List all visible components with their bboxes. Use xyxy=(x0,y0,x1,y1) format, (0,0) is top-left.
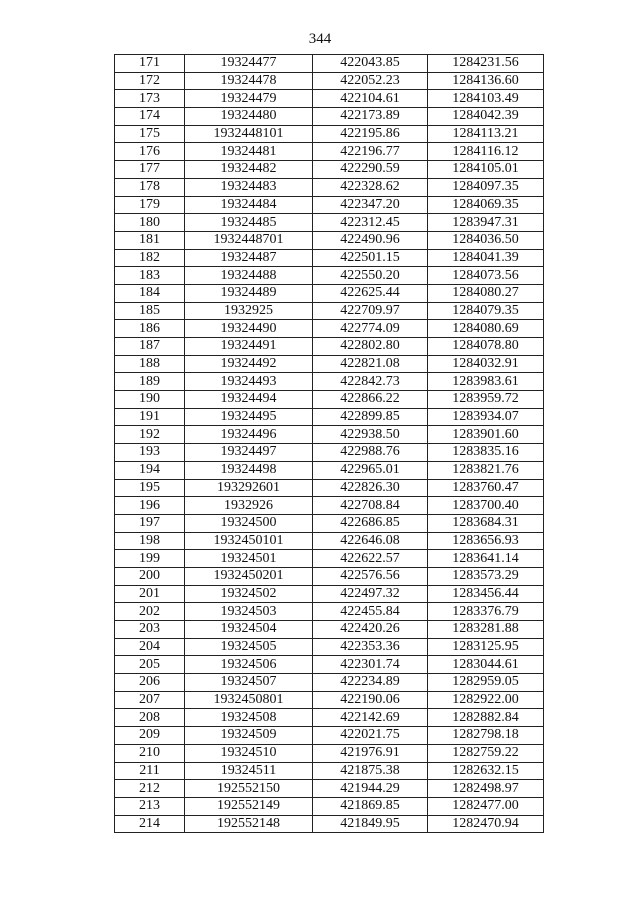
y-coordinate-cell: 1283684.31 xyxy=(428,514,544,532)
table-row xyxy=(115,709,544,727)
y-coordinate-cell: 1284073.56 xyxy=(428,267,544,285)
row-number-cell: 203 xyxy=(115,621,185,639)
point-id-cell: 19324485 xyxy=(185,214,313,232)
table-row xyxy=(115,338,544,356)
y-coordinate-cell: 1283901.60 xyxy=(428,426,544,444)
row-number-cell: 178 xyxy=(115,178,185,196)
y-coordinate-cell: 1283983.61 xyxy=(428,373,544,391)
table-row xyxy=(115,125,544,143)
y-coordinate-cell: 1284231.56 xyxy=(428,55,544,73)
row-number-cell: 206 xyxy=(115,674,185,692)
row-number-cell: 207 xyxy=(115,691,185,709)
table-row xyxy=(115,302,544,320)
table-row xyxy=(115,214,544,232)
x-coordinate-cell: 422625.44 xyxy=(313,284,428,302)
point-id-cell: 19324493 xyxy=(185,373,313,391)
table-row xyxy=(115,90,544,108)
table-row xyxy=(115,674,544,692)
table-row xyxy=(115,231,544,249)
point-id-cell: 19324498 xyxy=(185,461,313,479)
x-coordinate-cell: 422774.09 xyxy=(313,320,428,338)
point-id-cell: 193292601 xyxy=(185,479,313,497)
table-row xyxy=(115,55,544,73)
row-number-cell: 201 xyxy=(115,585,185,603)
row-number-cell: 186 xyxy=(115,320,185,338)
x-coordinate-cell: 422328.62 xyxy=(313,178,428,196)
point-id-cell: 19324503 xyxy=(185,603,313,621)
row-number-cell: 195 xyxy=(115,479,185,497)
row-number-cell: 185 xyxy=(115,302,185,320)
point-id-cell: 19324491 xyxy=(185,338,313,356)
x-coordinate-cell: 422501.15 xyxy=(313,249,428,267)
table-row xyxy=(115,479,544,497)
x-coordinate-cell: 422234.89 xyxy=(313,674,428,692)
row-number-cell: 187 xyxy=(115,338,185,356)
y-coordinate-cell: 1283573.29 xyxy=(428,567,544,585)
point-id-cell: 19324507 xyxy=(185,674,313,692)
x-coordinate-cell: 422173.89 xyxy=(313,108,428,126)
table-row xyxy=(115,780,544,798)
table-row xyxy=(115,196,544,214)
point-id-cell: 1932448101 xyxy=(185,125,313,143)
row-number-cell: 182 xyxy=(115,249,185,267)
y-coordinate-cell: 1283959.72 xyxy=(428,391,544,409)
y-coordinate-cell: 1283821.76 xyxy=(428,461,544,479)
row-number-cell: 181 xyxy=(115,231,185,249)
table-row xyxy=(115,585,544,603)
coordinates-table xyxy=(114,54,544,833)
x-coordinate-cell: 422420.26 xyxy=(313,621,428,639)
row-number-cell: 199 xyxy=(115,550,185,568)
table-row xyxy=(115,567,544,585)
row-number-cell: 177 xyxy=(115,161,185,179)
y-coordinate-cell: 1282498.97 xyxy=(428,780,544,798)
x-coordinate-cell: 422938.50 xyxy=(313,426,428,444)
x-coordinate-cell: 422190.06 xyxy=(313,691,428,709)
x-coordinate-cell: 422043.85 xyxy=(313,55,428,73)
x-coordinate-cell: 422052.23 xyxy=(313,72,428,90)
y-coordinate-cell: 1283760.47 xyxy=(428,479,544,497)
row-number-cell: 205 xyxy=(115,656,185,674)
y-coordinate-cell: 1282882.84 xyxy=(428,709,544,727)
point-id-cell: 19324502 xyxy=(185,585,313,603)
table-row xyxy=(115,178,544,196)
table-row xyxy=(115,638,544,656)
row-number-cell: 180 xyxy=(115,214,185,232)
table-row xyxy=(115,797,544,815)
y-coordinate-cell: 1282759.22 xyxy=(428,744,544,762)
y-coordinate-cell: 1284036.50 xyxy=(428,231,544,249)
x-coordinate-cell: 422708.84 xyxy=(313,497,428,515)
y-coordinate-cell: 1282477.00 xyxy=(428,797,544,815)
point-id-cell: 19324487 xyxy=(185,249,313,267)
table-row xyxy=(115,249,544,267)
x-coordinate-cell: 421849.95 xyxy=(313,815,428,833)
row-number-cell: 210 xyxy=(115,744,185,762)
y-coordinate-cell: 1284079.35 xyxy=(428,302,544,320)
point-id-cell: 19324494 xyxy=(185,391,313,409)
row-number-cell: 209 xyxy=(115,727,185,745)
x-coordinate-cell: 422646.08 xyxy=(313,532,428,550)
point-id-cell: 1932450801 xyxy=(185,691,313,709)
y-coordinate-cell: 1282798.18 xyxy=(428,727,544,745)
y-coordinate-cell: 1284032.91 xyxy=(428,355,544,373)
point-id-cell: 19324477 xyxy=(185,55,313,73)
x-coordinate-cell: 422821.08 xyxy=(313,355,428,373)
row-number-cell: 191 xyxy=(115,408,185,426)
point-id-cell: 19324492 xyxy=(185,355,313,373)
table-row xyxy=(115,815,544,833)
page-number: 344 xyxy=(308,31,332,47)
x-coordinate-cell: 422104.61 xyxy=(313,90,428,108)
table-row xyxy=(115,355,544,373)
x-coordinate-cell: 422455.84 xyxy=(313,603,428,621)
point-id-cell: 19324481 xyxy=(185,143,313,161)
x-coordinate-cell: 422622.57 xyxy=(313,550,428,568)
table-row xyxy=(115,621,544,639)
point-id-cell: 192552148 xyxy=(185,815,313,833)
y-coordinate-cell: 1283835.16 xyxy=(428,444,544,462)
x-coordinate-cell: 422142.69 xyxy=(313,709,428,727)
table-row xyxy=(115,72,544,90)
x-coordinate-cell: 422899.85 xyxy=(313,408,428,426)
point-id-cell: 19324504 xyxy=(185,621,313,639)
point-id-cell: 19324479 xyxy=(185,90,313,108)
point-id-cell: 19324482 xyxy=(185,161,313,179)
y-coordinate-cell: 1283125.95 xyxy=(428,638,544,656)
point-id-cell: 19324496 xyxy=(185,426,313,444)
row-number-cell: 183 xyxy=(115,267,185,285)
y-coordinate-cell: 1284097.35 xyxy=(428,178,544,196)
y-coordinate-cell: 1283044.61 xyxy=(428,656,544,674)
table-row xyxy=(115,284,544,302)
row-number-cell: 213 xyxy=(115,797,185,815)
y-coordinate-cell: 1284041.39 xyxy=(428,249,544,267)
x-coordinate-cell: 422686.85 xyxy=(313,514,428,532)
y-coordinate-cell: 1284078.80 xyxy=(428,338,544,356)
point-id-cell: 19324506 xyxy=(185,656,313,674)
row-number-cell: 172 xyxy=(115,72,185,90)
row-number-cell: 200 xyxy=(115,567,185,585)
row-number-cell: 204 xyxy=(115,638,185,656)
point-id-cell: 19324490 xyxy=(185,320,313,338)
x-coordinate-cell: 421976.91 xyxy=(313,744,428,762)
row-number-cell: 188 xyxy=(115,355,185,373)
x-coordinate-cell: 422709.97 xyxy=(313,302,428,320)
x-coordinate-cell: 421869.85 xyxy=(313,797,428,815)
row-number-cell: 194 xyxy=(115,461,185,479)
point-id-cell: 1932926 xyxy=(185,497,313,515)
row-number-cell: 173 xyxy=(115,90,185,108)
y-coordinate-cell: 1284116.12 xyxy=(428,143,544,161)
row-number-cell: 175 xyxy=(115,125,185,143)
point-id-cell: 19324484 xyxy=(185,196,313,214)
y-coordinate-cell: 1284069.35 xyxy=(428,196,544,214)
table-row xyxy=(115,391,544,409)
point-id-cell: 1932925 xyxy=(185,302,313,320)
x-coordinate-cell: 422802.80 xyxy=(313,338,428,356)
point-id-cell: 1932450201 xyxy=(185,567,313,585)
point-id-cell: 19324500 xyxy=(185,514,313,532)
point-id-cell: 19324495 xyxy=(185,408,313,426)
x-coordinate-cell: 422988.76 xyxy=(313,444,428,462)
x-coordinate-cell: 422290.59 xyxy=(313,161,428,179)
x-coordinate-cell: 422826.30 xyxy=(313,479,428,497)
row-number-cell: 193 xyxy=(115,444,185,462)
x-coordinate-cell: 422301.74 xyxy=(313,656,428,674)
row-number-cell: 196 xyxy=(115,497,185,515)
y-coordinate-cell: 1283934.07 xyxy=(428,408,544,426)
y-coordinate-cell: 1283641.14 xyxy=(428,550,544,568)
x-coordinate-cell: 422965.01 xyxy=(313,461,428,479)
row-number-cell: 198 xyxy=(115,532,185,550)
point-id-cell: 19324510 xyxy=(185,744,313,762)
table-row xyxy=(115,461,544,479)
y-coordinate-cell: 1284042.39 xyxy=(428,108,544,126)
table-row xyxy=(115,550,544,568)
table-row xyxy=(115,161,544,179)
y-coordinate-cell: 1284105.01 xyxy=(428,161,544,179)
y-coordinate-cell: 1283700.40 xyxy=(428,497,544,515)
y-coordinate-cell: 1283456.44 xyxy=(428,585,544,603)
point-id-cell: 19324478 xyxy=(185,72,313,90)
row-number-cell: 208 xyxy=(115,709,185,727)
x-coordinate-cell: 422490.96 xyxy=(313,231,428,249)
y-coordinate-cell: 1284080.69 xyxy=(428,320,544,338)
row-number-cell: 192 xyxy=(115,426,185,444)
point-id-cell: 19324511 xyxy=(185,762,313,780)
x-coordinate-cell: 422353.36 xyxy=(313,638,428,656)
coordinates-table-body xyxy=(115,55,544,833)
x-coordinate-cell: 422842.73 xyxy=(313,373,428,391)
table-row xyxy=(115,320,544,338)
table-row xyxy=(115,656,544,674)
y-coordinate-cell: 1283281.88 xyxy=(428,621,544,639)
row-number-cell: 211 xyxy=(115,762,185,780)
x-coordinate-cell: 422866.22 xyxy=(313,391,428,409)
row-number-cell: 197 xyxy=(115,514,185,532)
x-coordinate-cell: 422347.20 xyxy=(313,196,428,214)
row-number-cell: 214 xyxy=(115,815,185,833)
table-row xyxy=(115,727,544,745)
point-id-cell: 192552149 xyxy=(185,797,313,815)
y-coordinate-cell: 1282632.15 xyxy=(428,762,544,780)
point-id-cell: 1932448701 xyxy=(185,231,313,249)
x-coordinate-cell: 422576.56 xyxy=(313,567,428,585)
y-coordinate-cell: 1284136.60 xyxy=(428,72,544,90)
y-coordinate-cell: 1283947.31 xyxy=(428,214,544,232)
table-row xyxy=(115,532,544,550)
table-row xyxy=(115,267,544,285)
x-coordinate-cell: 422196.77 xyxy=(313,143,428,161)
y-coordinate-cell: 1284080.27 xyxy=(428,284,544,302)
y-coordinate-cell: 1282470.94 xyxy=(428,815,544,833)
x-coordinate-cell: 422312.45 xyxy=(313,214,428,232)
point-id-cell: 19324509 xyxy=(185,727,313,745)
y-coordinate-cell: 1284103.49 xyxy=(428,90,544,108)
y-coordinate-cell: 1283656.93 xyxy=(428,532,544,550)
x-coordinate-cell: 422550.20 xyxy=(313,267,428,285)
row-number-cell: 184 xyxy=(115,284,185,302)
point-id-cell: 19324497 xyxy=(185,444,313,462)
point-id-cell: 19324489 xyxy=(185,284,313,302)
table-row xyxy=(115,426,544,444)
row-number-cell: 179 xyxy=(115,196,185,214)
table-row xyxy=(115,691,544,709)
point-id-cell: 19324501 xyxy=(185,550,313,568)
x-coordinate-cell: 422497.32 xyxy=(313,585,428,603)
x-coordinate-cell: 422195.86 xyxy=(313,125,428,143)
y-coordinate-cell: 1282922.00 xyxy=(428,691,544,709)
row-number-cell: 171 xyxy=(115,55,185,73)
row-number-cell: 189 xyxy=(115,373,185,391)
table-row xyxy=(115,373,544,391)
table-row xyxy=(115,603,544,621)
point-id-cell: 1932450101 xyxy=(185,532,313,550)
point-id-cell: 19324480 xyxy=(185,108,313,126)
table-row xyxy=(115,762,544,780)
table-row xyxy=(115,108,544,126)
table-row xyxy=(115,444,544,462)
point-id-cell: 192552150 xyxy=(185,780,313,798)
x-coordinate-cell: 421875.38 xyxy=(313,762,428,780)
x-coordinate-cell: 422021.75 xyxy=(313,727,428,745)
point-id-cell: 19324483 xyxy=(185,178,313,196)
table-row xyxy=(115,497,544,515)
row-number-cell: 174 xyxy=(115,108,185,126)
row-number-cell: 202 xyxy=(115,603,185,621)
table-row xyxy=(115,744,544,762)
row-number-cell: 212 xyxy=(115,780,185,798)
point-id-cell: 19324505 xyxy=(185,638,313,656)
y-coordinate-cell: 1284113.21 xyxy=(428,125,544,143)
x-coordinate-cell: 421944.29 xyxy=(313,780,428,798)
table-row xyxy=(115,514,544,532)
row-number-cell: 176 xyxy=(115,143,185,161)
table-row xyxy=(115,408,544,426)
row-number-cell: 190 xyxy=(115,391,185,409)
point-id-cell: 19324508 xyxy=(185,709,313,727)
y-coordinate-cell: 1283376.79 xyxy=(428,603,544,621)
table-row xyxy=(115,143,544,161)
point-id-cell: 19324488 xyxy=(185,267,313,285)
y-coordinate-cell: 1282959.05 xyxy=(428,674,544,692)
